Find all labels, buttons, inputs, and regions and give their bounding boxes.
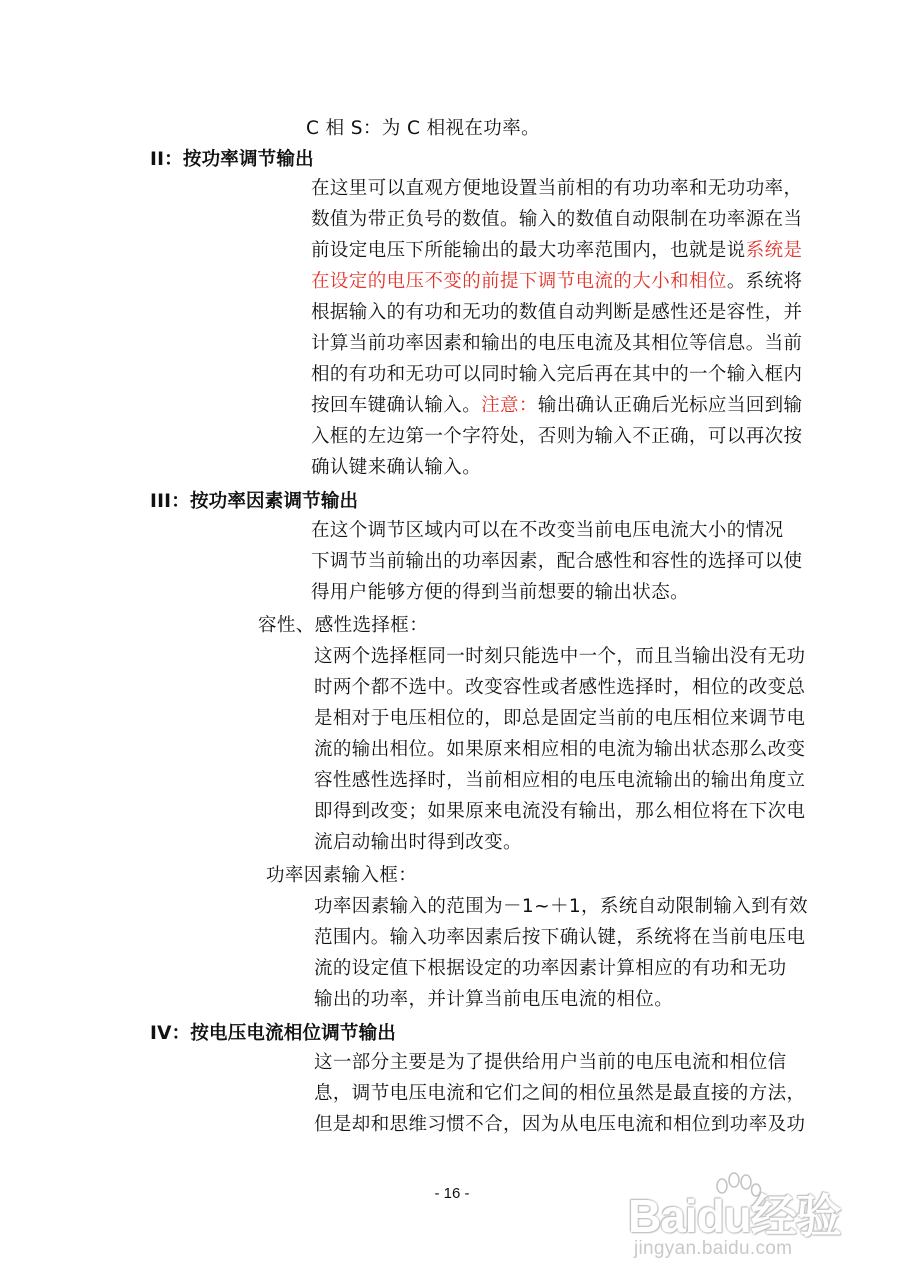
s3-sub2-title: 功率因素输入框： xyxy=(266,865,418,886)
s2-line-4-highlight: 在设定的电压不变的前提下调节电流的大小和相位 xyxy=(311,271,727,292)
s3-sub2-line-2: 范围内。输入功率因素后按下确认键，系统将在当前电压电 xyxy=(314,927,806,948)
s4-line-1: 这一部分主要是为了提供给用户当前的电压电流和相位信 xyxy=(314,1052,787,1073)
s3-sub1-line-2: 时两个都不选中。改变容性或者感性选择时，相位的改变总 xyxy=(314,677,806,698)
page-number: - 16 - xyxy=(434,1185,470,1202)
section-2-heading: II：按功率调节输出 xyxy=(150,149,314,170)
s4-line-2: 息，调节电压电流和它们之间的相位虽然是最直接的方法， xyxy=(314,1083,806,1104)
s2-line-4-text: 。系统将 xyxy=(726,271,803,292)
s3-line-3: 得用户能够方便的得到当前想要的输出状态。 xyxy=(311,582,690,603)
watermark-brand: Baidu经验 xyxy=(628,1190,841,1242)
s3-sub1-line-1: 这两个选择框同一时刻只能选中一个，而且当输出没有无功 xyxy=(314,646,806,667)
watermark-url: jingyan.baidu.com xyxy=(634,1238,793,1259)
intro-line: C 相 S：为 C 相视在功率。 xyxy=(306,118,541,139)
s3-sub1-line-4: 流的输出相位。如果原来相应相的电流为输出状态那么改变 xyxy=(314,739,806,760)
s2-line-1: 在这里可以直观方便地设置当前相的有功功率和无功功率， xyxy=(311,178,803,199)
s2-line-10: 确认键来确认输入。 xyxy=(311,457,482,478)
section-3-heading: III：按功率因素调节输出 xyxy=(150,491,359,512)
s2-line-8 xyxy=(311,394,802,418)
s2-line-2: 数值为带正负号的数值。输入的数值自动限制在功率源在当 xyxy=(311,209,803,230)
s2-line-5: 根据输入的有功和无功的数值自动判断是感性还是容性，并 xyxy=(311,302,803,323)
s3-line-1: 在这个调节区域内可以在不改变当前电压电流大小的情况 xyxy=(311,520,784,541)
s2-line-8-text: 按回车键确认输入。 xyxy=(311,395,482,416)
s2-line-7: 相的有功和无功可以同时输入完后再在其中的一个输入框内 xyxy=(311,364,803,385)
s3-sub2-line-3: 流的设定值下根据设定的功率因素计算相应的有功和无功 xyxy=(314,958,787,979)
s2-line-3-highlight: 系统是 xyxy=(745,240,803,261)
s3-sub1-line-6: 即得到改变；如果原来电流没有输出，那么相位将在下次电 xyxy=(314,801,806,822)
s3-sub1-line-3: 是相对于电压相位的，即总是固定当前的电压相位来调节电 xyxy=(314,708,806,729)
s2-line-3 xyxy=(311,239,802,263)
s3-sub2-line-1: 功率因素输入的范围为－1~＋1，系统自动限制输入到有效 xyxy=(314,896,808,917)
s2-line-8-rest: 输出确认正确后光标应当回到输 xyxy=(537,395,803,416)
s2-line-4 xyxy=(311,270,802,294)
s2-note-label: 注意： xyxy=(481,395,538,416)
s3-line-2: 下调节当前输出的功率因素，配合感性和容性的选择可以使 xyxy=(311,551,803,572)
baidu-watermark xyxy=(628,1168,868,1268)
s2-line-9: 入框的左边第一个字符处，否则为输入不正确，可以再次按 xyxy=(311,426,803,447)
s3-sub2-line-4: 输出的功率，并计算当前电压电流的相位。 xyxy=(314,989,674,1010)
s2-line-3-text: 前设定电压下所能输出的最大功率范围内，也就是说 xyxy=(311,240,746,261)
s4-line-3: 但是却和思维习惯不合，因为从电压电流和相位到功率及功 xyxy=(314,1114,806,1135)
s3-sub1-line-5: 容性感性选择时，当前相应相的电压电流输出的输出角度立 xyxy=(314,770,806,791)
s3-sub1-line-7: 流启动输出时得到改变。 xyxy=(314,832,522,853)
section-4-heading: IV：按电压电流相位调节输出 xyxy=(150,1023,397,1044)
s2-line-6: 计算当前功率因素和输出的电压电流及其相位等信息。当前 xyxy=(311,333,803,354)
s3-sub1-title: 容性、感性选择框： xyxy=(258,615,429,636)
